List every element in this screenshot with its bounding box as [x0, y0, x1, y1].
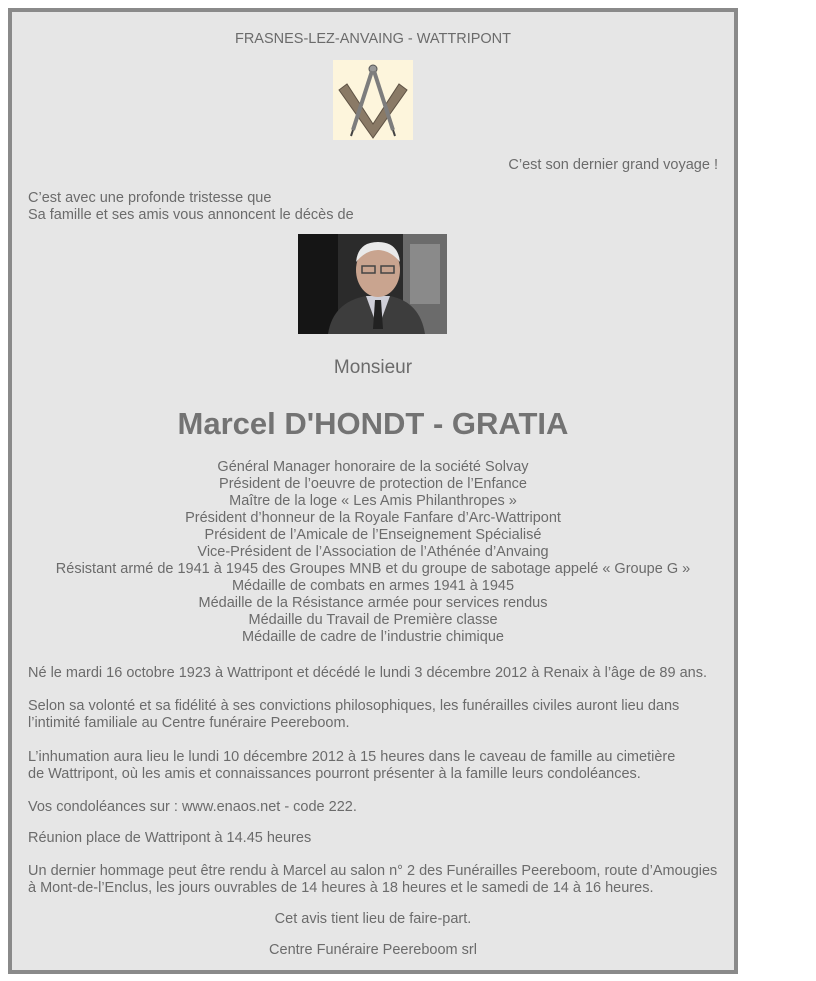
title-item: Maître de la loge « Les Amis Philanthropes » — [229, 493, 517, 509]
tribute-line-1: Un dernier hommage peut être rendu à Marcel au salon n° 2 des Funérailles Peereboom, route d’Amougies — [28, 863, 718, 879]
title-item: Médaille de combats en armes 1941 à 1945 — [231, 578, 515, 594]
condolences-text: Vos condoléances sur : www.enaos.net - code 222. — [28, 799, 357, 815]
portrait-photo — [298, 234, 447, 334]
intro-line-1: C’est avec une profonde tristesse que — [28, 190, 272, 206]
funeral-line-1: Selon sa volonté et sa fidélité à ses convictions philosophiques, les funérailles civiles auront lieu dans — [28, 698, 680, 714]
meeting-text: Réunion place de Wattripont à 14.45 heures — [28, 830, 312, 846]
salutation: Monsieur — [333, 357, 413, 378]
title-item: Président d’honneur de la Royale Fanfare d’Arc-Wattripont — [185, 510, 561, 526]
title-item: Médaille de cadre de l’industrie chimique — [242, 629, 504, 645]
signature-text: Centre Funéraire Peereboom srl — [269, 942, 477, 958]
title-item: Président de l’Amicale de l’Enseignement Spécialisé — [204, 527, 542, 543]
tribute-line-2: à Mont-de-l’Enclus, les jours ouvrables de 14 heures à 18 heures et le samedi de 14 à 16 heures. — [28, 880, 654, 896]
location-heading: FRASNES-LEZ-ANVAING - WATTRIPONT — [234, 31, 512, 47]
epitaph-quote: C’est son dernier grand voyage ! — [508, 157, 718, 173]
square-and-compass-icon — [333, 60, 413, 140]
funeral-line-2: l’intimité familiale au Centre funéraire Peereboom. — [28, 715, 350, 731]
titles-list — [12, 459, 734, 646]
deceased-name: Marcel D'HONDT - GRATIA — [177, 406, 569, 441]
title-item: Médaille du Travail de Première classe — [248, 612, 498, 628]
burial-line-2: de Wattripont, où les amis et connaissances pourront présenter à la famille leurs condoléances. — [28, 766, 641, 782]
burial-line-1: L’inhumation aura lieu le lundi 10 décembre 2012 à 15 heures dans le caveau de famille au cimetière — [28, 749, 676, 765]
title-item: Général Manager honoraire de la société Solvay — [217, 459, 529, 475]
title-item: Vice-Président de l’Association de l’Athénée d’Anvaing — [197, 544, 549, 560]
title-item: Président de l’oeuvre de protection de l’Enfance — [219, 476, 527, 492]
birth-death-text: Né le mardi 16 octobre 1923 à Wattripont et décédé le lundi 3 décembre 2012 à Renaix à l’âge de 89 ans. — [28, 665, 707, 681]
title-item: Résistant armé de 1941 à 1945 des Groupes MNB et du groupe de sabotage appelé « Groupe G » — [55, 561, 691, 577]
notice-text: Cet avis tient lieu de faire-part. — [274, 911, 472, 927]
title-item: Médaille de la Résistance armée pour services rendus — [198, 595, 548, 611]
intro-line-2: Sa famille et ses amis vous annoncent le décès de — [28, 207, 354, 223]
obituary-card — [8, 8, 738, 974]
